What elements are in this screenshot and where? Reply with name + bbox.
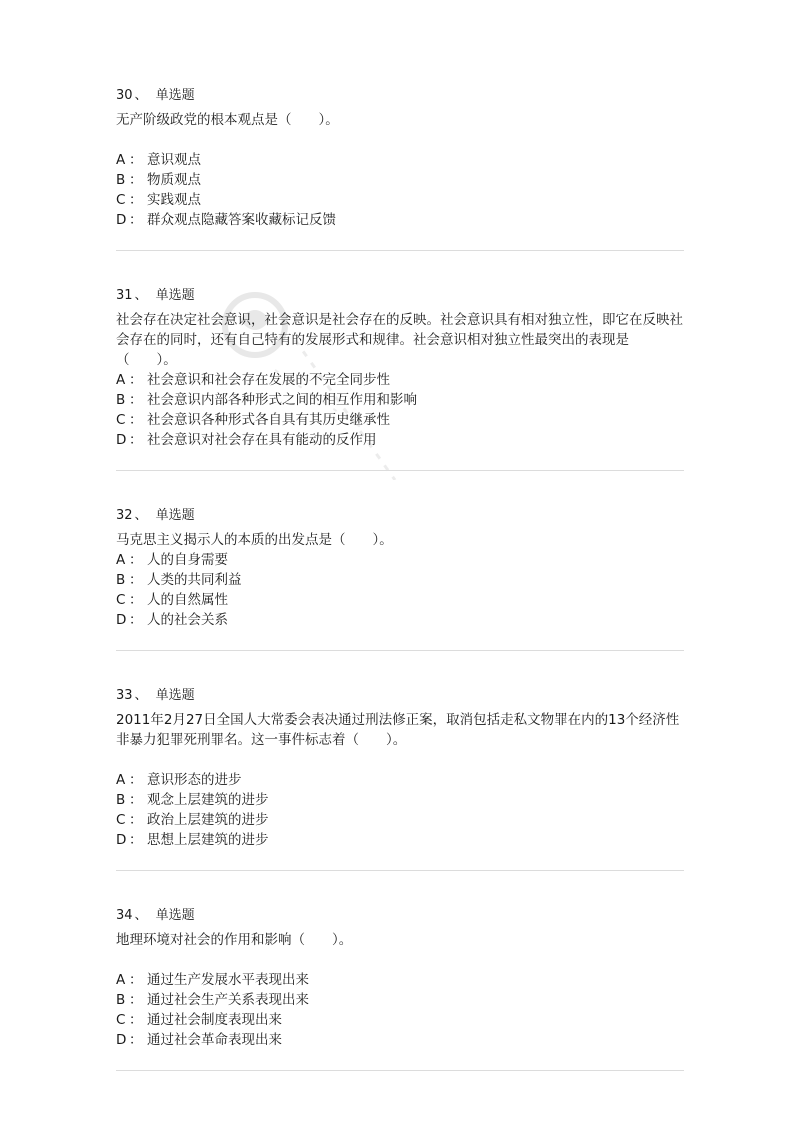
option-text: 通过社会制度表现出来	[147, 1012, 282, 1028]
question-31	[116, 286, 684, 450]
option-text: 社会意识各种形式各自具有其历史继承性	[147, 412, 390, 428]
question-separator: 、	[134, 908, 148, 923]
option-c[interactable]	[116, 590, 684, 610]
option-text: 通过社会生产关系表现出来	[147, 992, 309, 1008]
option-letter: B	[116, 792, 126, 808]
question-header	[116, 286, 684, 306]
question-34	[116, 906, 684, 1050]
option-d[interactable]	[116, 610, 684, 630]
option-list	[116, 550, 684, 630]
option-colon: ：	[129, 372, 143, 388]
question-stem: 马克思主义揭示人的本质的出发点是（ ）。	[116, 532, 393, 548]
option-letter: D	[116, 1032, 127, 1048]
option-letter: A	[116, 552, 126, 568]
question-separator: 、	[134, 288, 148, 303]
option-letter: B	[116, 572, 126, 588]
option-colon: ：	[129, 212, 143, 228]
option-text: 思想上层建筑的进步	[147, 832, 269, 848]
option-letter: A	[116, 372, 126, 388]
option-c[interactable]	[116, 410, 684, 430]
option-a[interactable]	[116, 550, 684, 570]
option-letter: D	[116, 432, 127, 448]
option-text: 社会意识和社会存在发展的不完全同步性	[147, 372, 390, 388]
question-separator: 、	[134, 88, 148, 103]
option-colon: ：	[129, 792, 143, 808]
option-colon: ：	[129, 192, 143, 208]
question-number: 34	[116, 908, 133, 923]
option-colon: ：	[129, 772, 143, 788]
option-letter: D	[116, 212, 127, 228]
question-divider	[116, 250, 684, 251]
option-a[interactable]	[116, 150, 684, 170]
option-list	[116, 150, 684, 230]
option-colon: ：	[129, 172, 143, 188]
question-divider	[116, 470, 684, 471]
option-text: 观念上层建筑的进步	[147, 792, 269, 808]
option-c[interactable]	[116, 190, 684, 210]
option-text: 人的社会关系	[147, 612, 228, 628]
question-type: 单选题	[155, 908, 195, 923]
option-text: 意识观点	[147, 152, 201, 168]
question-divider	[116, 650, 684, 651]
option-list	[116, 770, 684, 850]
question-divider	[116, 870, 684, 871]
option-b[interactable]	[116, 170, 684, 190]
option-list	[116, 370, 684, 450]
option-letter: D	[116, 832, 127, 848]
option-letter: C	[116, 1012, 126, 1028]
option-letter: C	[116, 412, 126, 428]
question-separator: 、	[134, 508, 148, 523]
option-colon: ：	[129, 592, 143, 608]
option-letter: A	[116, 152, 126, 168]
option-d[interactable]	[116, 430, 684, 450]
option-colon: ：	[129, 992, 143, 1008]
option-letter: C	[116, 812, 126, 828]
option-b[interactable]	[116, 990, 684, 1010]
question-number: 33	[116, 688, 133, 703]
option-colon: ：	[129, 412, 143, 428]
question-type: 单选题	[155, 88, 195, 103]
option-colon: ：	[129, 972, 143, 988]
option-list	[116, 970, 684, 1050]
option-letter: D	[116, 612, 127, 628]
option-c[interactable]	[116, 810, 684, 830]
question-30	[116, 86, 684, 230]
option-colon: ：	[129, 572, 143, 588]
option-text: 实践观点	[147, 192, 201, 208]
question-divider	[116, 1070, 684, 1071]
question-type: 单选题	[155, 688, 195, 703]
question-33	[116, 686, 684, 850]
option-text: 社会意识对社会存在具有能动的反作用	[147, 432, 377, 448]
option-colon: ：	[129, 1012, 143, 1028]
option-a[interactable]	[116, 370, 684, 390]
option-letter: B	[116, 992, 126, 1008]
question-header	[116, 506, 684, 526]
option-text: 人的自身需要	[147, 552, 228, 568]
option-text: 人类的共同利益	[147, 572, 242, 588]
question-type: 单选题	[155, 288, 195, 303]
option-letter: C	[116, 592, 126, 608]
option-text: 通过生产发展水平表现出来	[147, 972, 309, 988]
option-b[interactable]	[116, 790, 684, 810]
option-colon: ：	[129, 432, 143, 448]
option-colon: ：	[129, 552, 143, 568]
option-colon: ：	[129, 832, 143, 848]
question-number: 31	[116, 288, 133, 303]
question-stem: 无产阶级政党的根本观点是（ ）。	[116, 112, 339, 128]
question-number: 30	[116, 88, 133, 103]
question-type: 单选题	[155, 508, 195, 523]
question-header	[116, 906, 684, 926]
option-colon: ：	[129, 812, 143, 828]
question-separator: 、	[134, 688, 148, 703]
option-letter: A	[116, 972, 126, 988]
option-text: 群众观点隐藏答案收藏标记反馈	[147, 212, 336, 228]
option-colon: ：	[129, 1032, 143, 1048]
option-text: 社会意识内部各种形式之间的相互作用和影响	[147, 392, 417, 408]
option-a[interactable]	[116, 770, 684, 790]
question-stem: 地理环境对社会的作用和影响（ ）。	[116, 932, 353, 948]
option-text: 人的自然属性	[147, 592, 228, 608]
option-text: 通过社会革命表现出来	[147, 1032, 282, 1048]
option-d[interactable]	[116, 210, 684, 230]
question-header	[116, 686, 684, 706]
option-text: 政治上层建筑的进步	[147, 812, 269, 828]
option-letter: A	[116, 772, 126, 788]
option-b[interactable]	[116, 390, 684, 410]
option-b[interactable]	[116, 570, 684, 590]
question-stem: 2011年2月27日全国人大常委会表决通过刑法修正案，取消包括走私文物罪在内的13个经济性非暴力犯罪死刑罪名。这一事件标志着（ ）。	[116, 712, 680, 748]
option-letter: C	[116, 192, 126, 208]
question-stem: 社会存在决定社会意识，社会意识是社会存在的反映。社会意识具有相对独立性，即它在反映社会存在的同时，还有自己特有的发展形式和规律。社会意识相对独立性最突出的表现是（ ）。	[116, 312, 683, 368]
question-number: 32	[116, 508, 133, 523]
option-c[interactable]	[116, 1010, 684, 1030]
option-text: 物质观点	[147, 172, 201, 188]
question-header	[116, 86, 684, 106]
option-a[interactable]	[116, 970, 684, 990]
option-d[interactable]	[116, 830, 684, 850]
question-32	[116, 506, 684, 630]
option-d[interactable]	[116, 1030, 684, 1050]
option-letter: B	[116, 172, 126, 188]
option-colon: ：	[129, 152, 143, 168]
option-colon: ：	[129, 392, 143, 408]
option-text: 意识形态的进步	[147, 772, 242, 788]
option-colon: ：	[129, 612, 143, 628]
option-letter: B	[116, 392, 126, 408]
